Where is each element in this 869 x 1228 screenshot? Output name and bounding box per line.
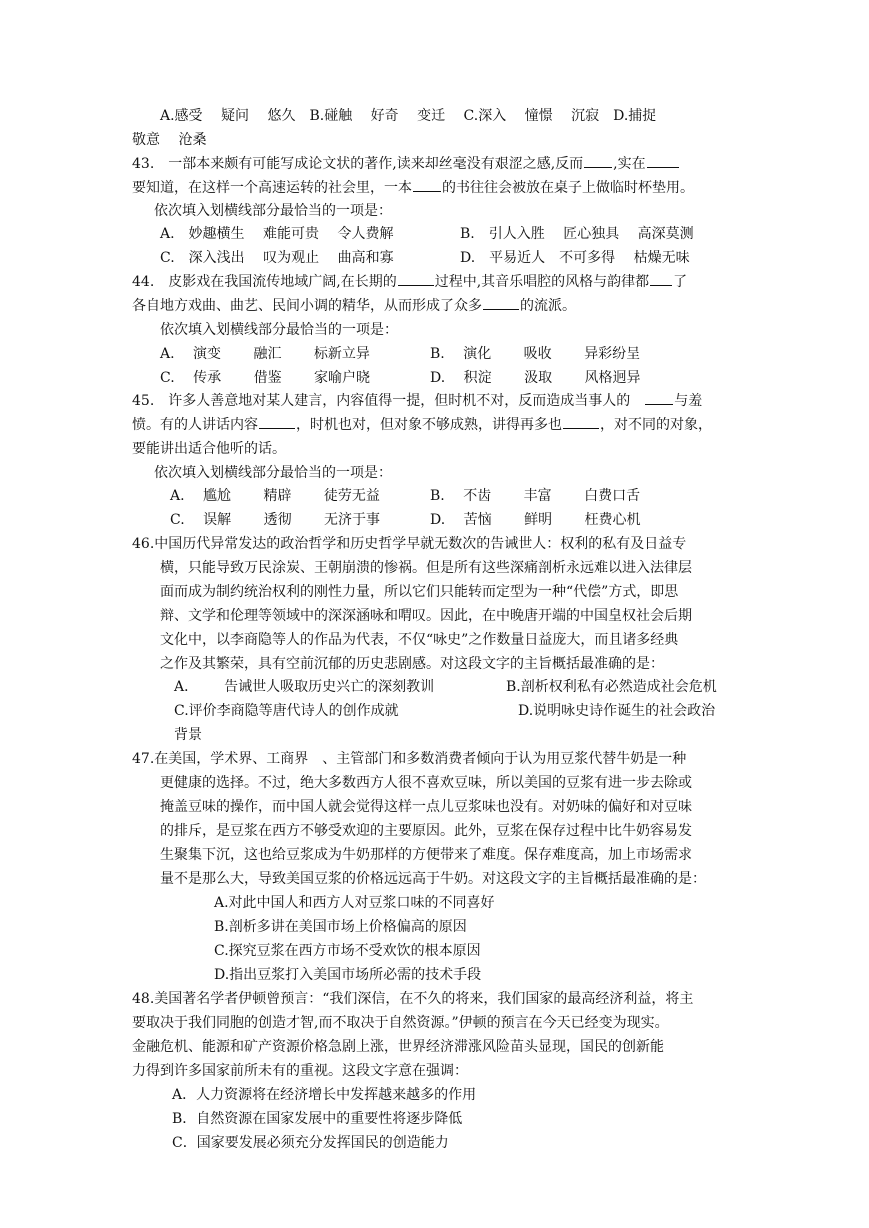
q42-options-line2: 敬意 沧桑 xyxy=(132,132,207,148)
q48-stem-line1: 48.美国著名学者伊顿曾预言：“我们深信，在不久的将来，我们国家的最高经济利益，将主 xyxy=(132,991,694,1007)
q44-option-c: C. 传承 借鉴 家喻户晓 xyxy=(160,370,371,386)
q44-blank-2 xyxy=(650,272,672,286)
q45-stem-e: ，对不同的对象， xyxy=(600,417,712,433)
q43-stem-b: ,实在 xyxy=(613,156,646,172)
q45-stem-d: ，时机也对，但对象不够成熟，讲得再多也 xyxy=(296,417,562,433)
q47-stem-line2: 更健康的选择。不过，绝大多数西方人很不喜欢豆味，所以美国的豆浆有进一步去除或 xyxy=(160,775,692,791)
q44-option-d: D. 积淀 汲取 风格迥异 xyxy=(430,370,641,386)
q44-stem-line2 xyxy=(132,296,576,316)
q42-options-line1: A.感受 疑问 悠久 B.碰触 好奇 变迁 C.深入 憧憬 沉寂 D.捕捉 xyxy=(160,108,657,124)
q46-option-a xyxy=(174,677,434,697)
q43-prompt: 依次填入划横线部分最恰当的一项是： xyxy=(154,203,392,219)
q43-stem-d: 的书往往会被放在桌子上做临时杯垫用。 xyxy=(442,180,694,196)
q45-stem-line3: 要能讲出适合他听的话。 xyxy=(132,441,286,457)
q48-stem-line4: 力得到许多国家前所未有的重视。这段文字意在强调： xyxy=(132,1063,468,1079)
q44-stem-e: 的流派。 xyxy=(520,298,576,314)
q45-number: 45. xyxy=(132,393,155,409)
q45-option-a: A. 尴尬 精辟 徒劳无益 xyxy=(170,488,380,504)
q44-blank-3 xyxy=(483,296,519,310)
q47-stem-line4: 的排斥，是豆浆在西方不够受欢迎的主要原因。此外，豆浆在保存过程中比牛奶容易发 xyxy=(160,823,692,839)
q43-blank-1 xyxy=(584,154,612,168)
q45-blank-1 xyxy=(645,391,673,405)
q46-stem-line1: 46.中国历代异常发达的政治哲学和历史哲学早就无数次的告诫世人：权利的私有及日益专 xyxy=(132,536,687,552)
q47-option-b: B.剖析多讲在美国市场上价格偏高的原因 xyxy=(214,919,467,935)
q47-option-d: D.指出豆浆打入美国市场所必需的技术手段 xyxy=(214,967,482,983)
q43-option-d: D. 平易近人 不可多得 枯燥无味 xyxy=(460,250,690,266)
q45-stem-line2 xyxy=(132,415,712,435)
q46-stem-line3: 面而成为制约统治权利的刚性力量，所以它们只能转而定型为一种“代偿”方式，即思 xyxy=(160,584,679,600)
q43-option-b: B. 引人入胜 匠心独具 高深莫测 xyxy=(460,226,694,242)
q44-stem-c: 了 xyxy=(673,274,688,290)
q48-option-b: B．自然资源在国家发展中的重要性将逐步降低 xyxy=(172,1111,463,1127)
q46-stem-line4: 辩、文学和伦理等领域中的深深涵咏和喟叹。因此，在中晚唐开端的中国皇权社会后期 xyxy=(160,608,692,624)
q45-blank-3 xyxy=(563,415,599,429)
q44-blank-1 xyxy=(398,272,434,286)
q43-blank-3 xyxy=(413,178,441,192)
q43-stem-c: 要知道，在这样一个高速运转的社会里，一本 xyxy=(132,180,412,196)
q46-option-c: C.评价李商隐等唐代诗人的创作成就 xyxy=(174,703,399,719)
q45-stem-c: 愤。有的人讲话内容 xyxy=(132,417,258,433)
q44-option-a: A. 演变 融汇 标新立异 xyxy=(160,346,370,362)
q46-stem-line5: 文化中，以李商隐等人的作品为代表，不仅“咏史”之作数量日益庞大，而且诸多经典 xyxy=(160,632,679,648)
q48-option-c: C．国家要发展必须充分发挥国民的创造能力 xyxy=(172,1135,449,1151)
q44-stem-a: 皮影戏在我国流传地域广阔,在长期的 xyxy=(168,274,397,290)
q46-option-a-label: A． xyxy=(174,679,199,695)
q47-stem-line5: 生聚集下沉，这也给豆浆成为牛奶那样的方便带来了难度。保存难度高，加上市场需求 xyxy=(160,847,692,863)
q44-option-b: B. 演化 吸收 异彩纷呈 xyxy=(430,346,641,362)
q43-stem-line1 xyxy=(132,154,680,174)
q43-option-a: A. 妙趣横生 难能可贵 令人费解 xyxy=(160,226,394,242)
q46-option-d: D.说明咏史诗作诞生的社会政治 xyxy=(518,703,716,719)
q45-option-c: C. 误解 透彻 无济于事 xyxy=(170,512,381,528)
q46-option-b: B.剖析权利私有必然造成社会危机 xyxy=(506,679,717,695)
q46-stem-line6: 之作及其繁荣，具有空前沉郁的历史悲剧感。对这段文字的主旨概括最准确的是： xyxy=(160,656,664,672)
q46-option-d-continued: 背景 xyxy=(174,727,202,743)
q43-stem-line2 xyxy=(132,178,694,198)
q43-blank-2 xyxy=(647,154,679,168)
q43-option-c: C. 深入浅出 叹为观止 曲高和寡 xyxy=(160,250,394,266)
q45-prompt: 依次填入划横线部分最恰当的一项是： xyxy=(154,465,392,481)
q45-option-b: B. 不齿 丰富 白费口舌 xyxy=(430,488,641,504)
q45-blank-2 xyxy=(259,415,295,429)
q48-stem-line2: 要取决于我们同胞的创造才智,而不取决于自然资源。”伊顿的预言在今天已经变为现实。 xyxy=(132,1015,669,1031)
q43-stem-a: 一部本来颇有可能写成论文状的著作,读来却丝毫没有艰涩之感,反而 xyxy=(168,156,584,172)
q47-stem-line3: 掩盖豆味的操作，而中国人就会觉得这样一点儿豆浆味也没有。对奶味的偏好和对豆味 xyxy=(160,799,692,815)
q45-stem-line1 xyxy=(132,391,702,411)
q45-option-d: D. 苦恼 鲜明 枉费心机 xyxy=(430,512,641,528)
q43-number: 43. xyxy=(132,156,155,172)
q45-stem-a: 许多人善意地对某人建言，内容值得一提，但时机不对，反而造成当事人的 xyxy=(168,393,631,409)
q47-option-c: C.探究豆浆在西方市场不受欢饮的根本原因 xyxy=(214,943,481,959)
q47-stem-line6: 量不是那么大，导致美国豆浆的价格远远高于牛奶。对这段文字的主旨概括最准确的是： xyxy=(160,871,706,887)
q46-option-a-text: 告诫世人吸取历史兴亡的深刻教训 xyxy=(224,679,435,695)
q44-prompt: 依次填入划横线部分最恰当的一项是： xyxy=(160,322,398,338)
q45-stem-b: 与羞 xyxy=(674,393,703,409)
q44-stem-d: 各自地方戏曲、曲艺、民间小调的精华，从而形成了众多 xyxy=(132,298,482,314)
q47-option-a: A.对此中国人和西方人对豆浆口味的不同喜好 xyxy=(214,895,495,911)
q47-stem-line1: 47.在美国，学术界、工商界 、主管部门和多数消费者倾向于认为用豆浆代替牛奶是一种 xyxy=(132,751,687,767)
q44-number: 44. xyxy=(132,274,155,290)
q44-stem-line1 xyxy=(132,272,687,292)
q44-stem-b: 过程中,其音乐唱腔的风格与韵律都 xyxy=(434,274,650,290)
q48-option-a: A．人力资源将在经济增长中发挥越来越多的作用 xyxy=(172,1087,477,1103)
q48-stem-line3: 金融危机、能源和矿产资源价格急剧上涨，世界经济滞涨风险苗头显现，国民的创新能 xyxy=(132,1039,664,1055)
q46-stem-line2: 横，只能导致万民涂炭、王朝崩溃的惨祸。但是所有这些深痛剖析永远难以进入法律层 xyxy=(160,560,692,576)
